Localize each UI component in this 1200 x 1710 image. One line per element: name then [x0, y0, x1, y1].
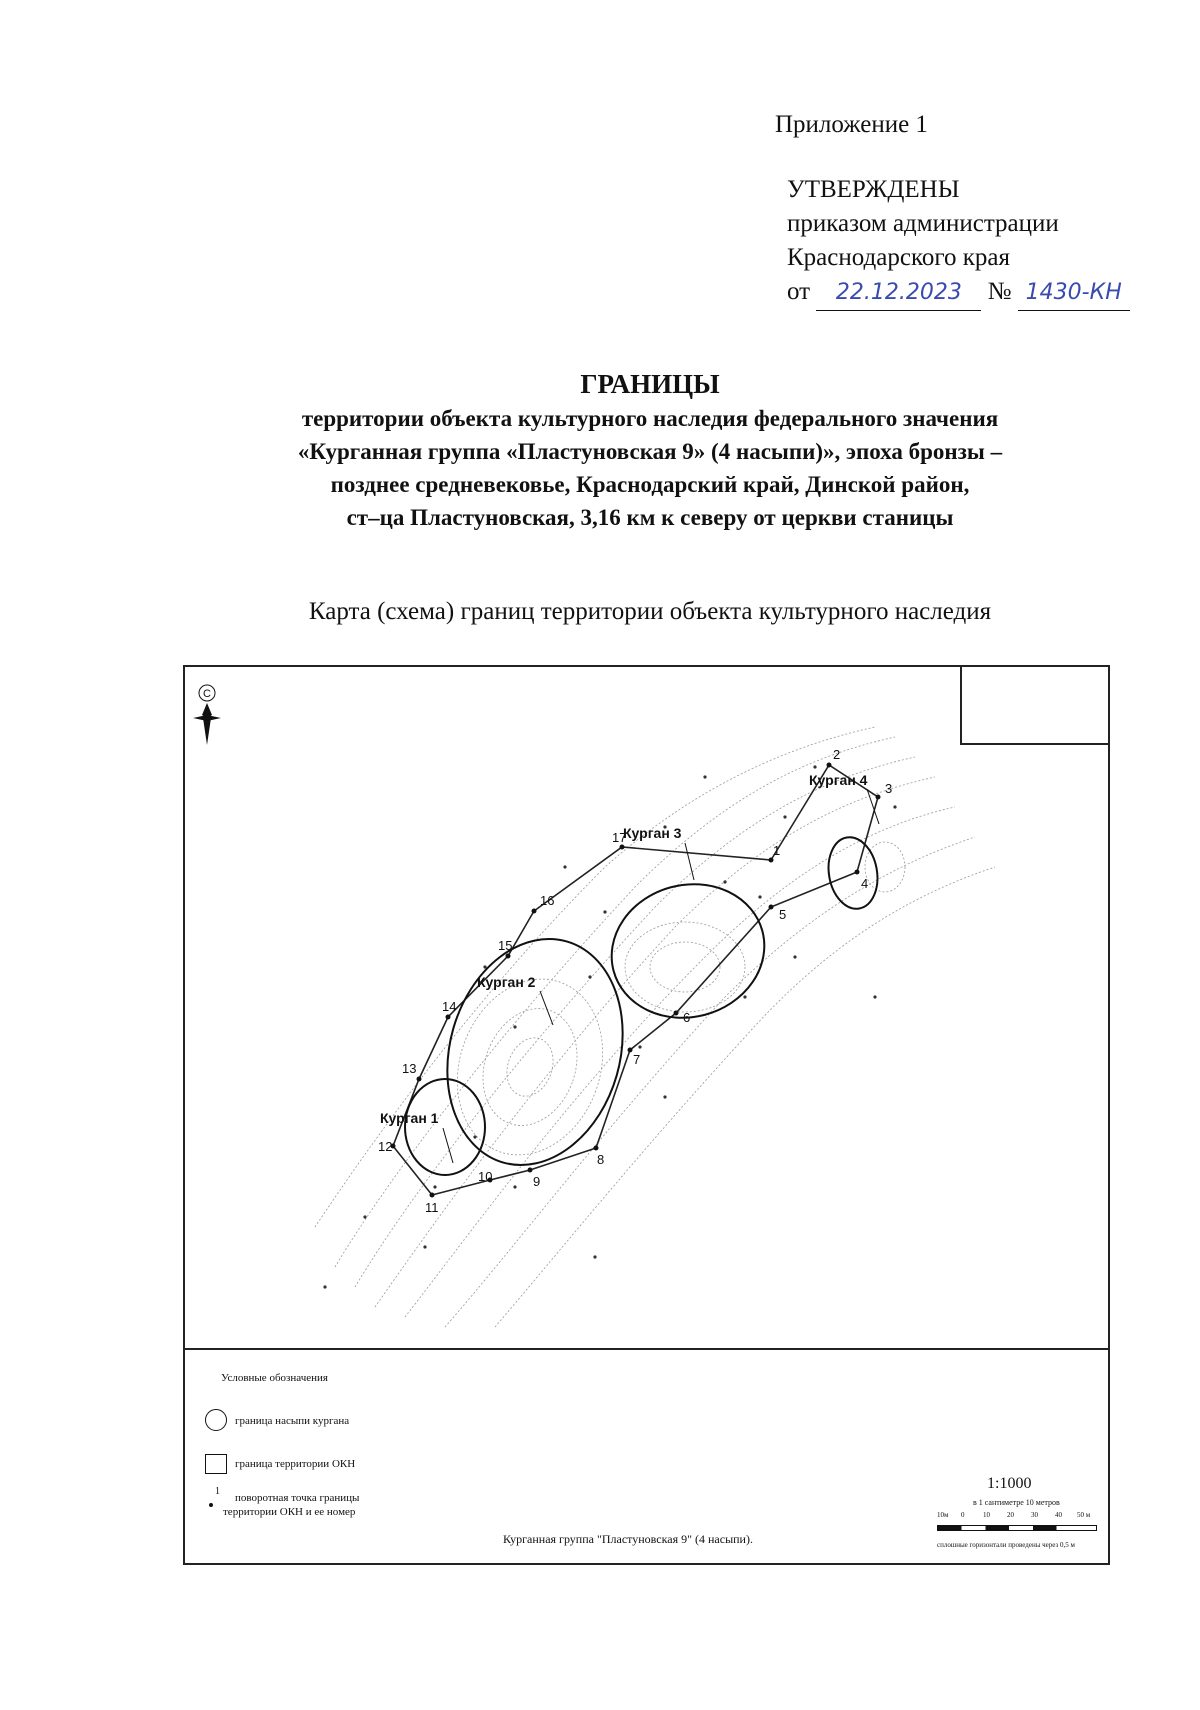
mound-boundary-icon — [205, 1409, 227, 1431]
title-heading: ГРАНИЦЫ — [580, 369, 720, 399]
point-label: 14 — [442, 999, 457, 1014]
approved-label: УТВЕРЖДЕНЫ — [787, 176, 960, 203]
handwritten-number: 1430-КН — [1025, 280, 1122, 305]
point-label: 11 — [425, 1200, 439, 1215]
legend-point-number: 1 — [215, 1486, 220, 1497]
point-label: 8 — [597, 1152, 605, 1167]
scale-bar-graphic — [937, 1525, 1097, 1531]
point-label: 13 — [402, 1061, 417, 1076]
legend-turning-point-2: территории ОКН и ее номер — [223, 1506, 356, 1518]
point-label: 9 — [533, 1174, 541, 1189]
point-label: 15 — [498, 938, 513, 953]
legend-separator — [185, 1348, 1108, 1350]
elevation-points — [323, 765, 896, 1288]
document-title — [0, 366, 1200, 534]
point-label: 3 — [885, 781, 893, 796]
mound-1-boundary — [405, 1079, 485, 1175]
order-line-2: Краснодарского края — [787, 244, 1010, 271]
map-caption: Карта (схема) границ территории объекта культурного наследия — [308, 598, 992, 625]
order-line-1: приказом администрации — [787, 210, 1059, 237]
title-line-4: ст–ца Пластуновская, 3,16 км к северу от церкви станицы — [346, 505, 954, 530]
point-label: 12 — [378, 1139, 393, 1154]
turning-point-numbers — [378, 747, 892, 1215]
point-label: 7 — [633, 1052, 641, 1067]
handwritten-date: 22.12.2023 — [835, 280, 962, 305]
mound-2-label: Курган 2 — [477, 974, 536, 990]
scale-ratio: 1:1000 — [987, 1475, 1032, 1492]
mound-2-boundary — [422, 918, 649, 1186]
date-underline — [816, 275, 981, 311]
order-date-row — [787, 275, 1130, 311]
title-line-2: «Курганная группа «Пластуновская 9» (4 насыпи)», эпоха бронзы – — [297, 439, 1003, 464]
mound-boundaries — [405, 833, 883, 1186]
point-label: 16 — [540, 893, 555, 908]
appendix-label: Приложение 1 — [775, 111, 928, 138]
legend-mound-boundary: граница насыпи кургана — [235, 1415, 350, 1427]
title-line-3: позднее средневековье, Краснодарский край, Динской район, — [330, 472, 970, 497]
number-label: № — [987, 278, 1012, 305]
okn-boundary-icon — [205, 1454, 227, 1474]
legend-turning-point-1: поворотная точка границы — [235, 1492, 360, 1504]
compass-north-letter: С — [203, 688, 211, 700]
scale-tick: 10м — [937, 1511, 949, 1519]
title-line-1: территории объекта культурного наследия федерального значения — [301, 406, 999, 431]
scale-note: в 1 сантиметре 10 метров — [973, 1498, 1060, 1507]
mound-labels — [380, 772, 868, 1126]
mound-3-label: Курган 3 — [623, 825, 682, 841]
contour-lines — [315, 727, 995, 1327]
scale-bar — [937, 1511, 1095, 1525]
turning-point-icon — [209, 1503, 213, 1507]
scale-tick: 50 м — [1077, 1511, 1091, 1519]
point-label: 10 — [478, 1169, 493, 1184]
scale-tick: 40 — [1055, 1511, 1062, 1519]
from-label: от — [787, 278, 811, 305]
scale-tick: 30 — [1031, 1511, 1038, 1519]
point-label: 4 — [861, 876, 869, 891]
mound-1-label: Курган 1 — [380, 1110, 439, 1126]
map-title: Курганная группа "Пластуновская 9" (4 насыпи). — [503, 1532, 753, 1546]
compass-icon — [193, 685, 221, 745]
legend-okn-boundary: граница территории ОКН — [235, 1458, 356, 1470]
point-label: 6 — [683, 1010, 691, 1025]
contour-note: сплошные горизонтали проведены через 0,5 м — [937, 1541, 1075, 1549]
scale-tick: 20 — [1007, 1511, 1014, 1519]
scale-tick: 0 — [961, 1511, 965, 1519]
point-label: 1 — [773, 843, 781, 858]
point-label: 5 — [779, 907, 787, 922]
site-map — [185, 667, 1110, 1347]
map-frame — [183, 665, 1110, 1565]
legend-heading: Условные обозначения — [221, 1372, 328, 1384]
scale-tick: 10 — [983, 1511, 990, 1519]
number-underline — [1018, 275, 1130, 311]
point-label: 17 — [612, 830, 627, 845]
point-label: 2 — [833, 747, 841, 762]
mound-4-label: Курган 4 — [809, 772, 868, 788]
